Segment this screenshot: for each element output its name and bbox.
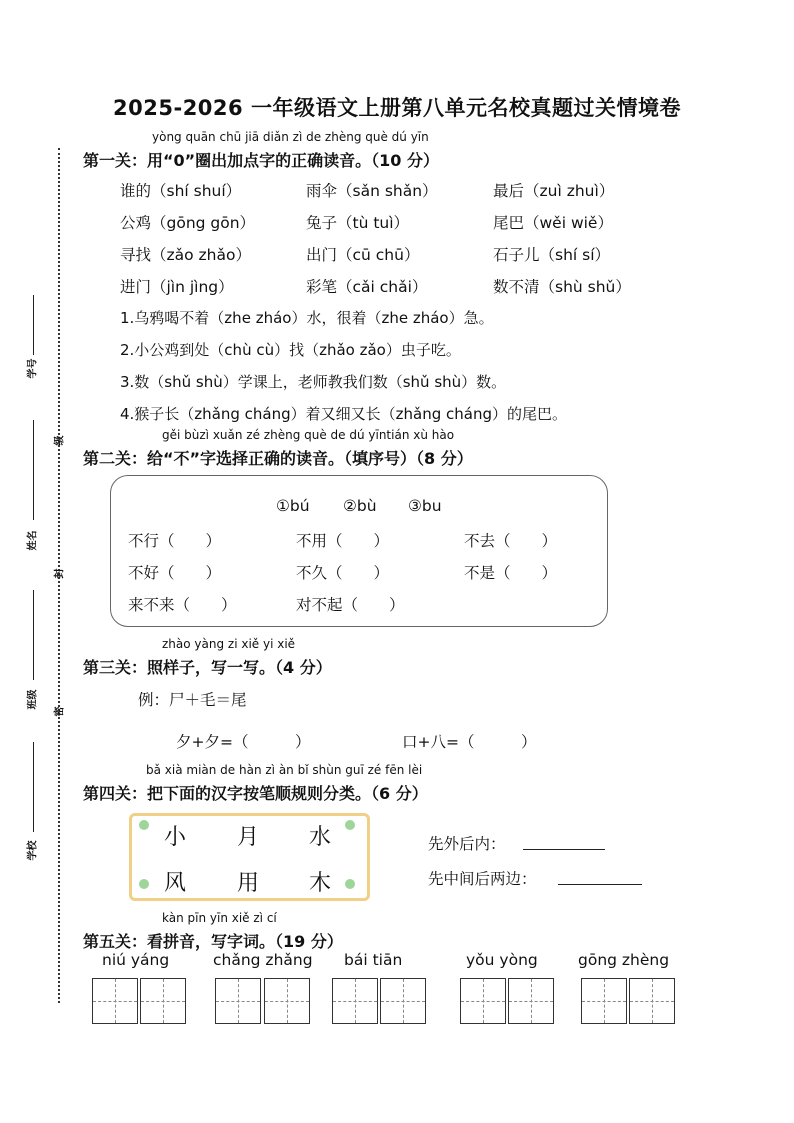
s1-item: 彩笔（cǎi chǎi） (306, 278, 428, 296)
char: 风 (164, 871, 187, 896)
s1-item: 公鸡（gōng gōn） (120, 214, 256, 232)
s1-sentence: 1.乌鸦喝不着（zhe zháo）水，很着（zhe zháo）急。 (120, 309, 494, 327)
side-label-secret: 密 (54, 706, 66, 717)
writing-grid-cell[interactable] (264, 978, 310, 1024)
s2-item[interactable]: 对不起（ ） (296, 596, 405, 614)
s2-item[interactable]: 不用（ ） (296, 532, 390, 550)
side-label-school: 学校 (27, 840, 39, 861)
category-outside-first-label: 先外后内： (428, 835, 506, 853)
writing-grid-cell[interactable] (140, 978, 186, 1024)
s1-item: 最后（zuì zhuì） (493, 182, 615, 200)
s1-item: 进门（jìn jìng） (120, 278, 234, 296)
section3-pinyin: zhào yàng zi xiě yi xiě (162, 637, 296, 651)
answer-blank-1[interactable] (523, 849, 605, 850)
writing-grid-cell[interactable] (380, 978, 426, 1024)
side-label-class: 班级 (27, 689, 39, 710)
char: 小 (164, 825, 187, 850)
s1-item: 出门（cū chū） (306, 246, 420, 264)
side-label-line: 级 (54, 435, 66, 446)
answer-blank-2[interactable] (558, 884, 642, 885)
s2-item[interactable]: 来不来（ ） (128, 596, 237, 614)
char: 月 (237, 825, 260, 850)
card-dot (345, 879, 355, 889)
char: 木 (309, 871, 332, 896)
s1-item: 尾巴（wěi wiě） (493, 214, 613, 232)
word-pinyin: yǒu yòng (466, 951, 538, 969)
s2-item[interactable]: 不久（ ） (296, 564, 390, 582)
s1-item: 数不清（shù shǔ） (493, 278, 631, 296)
page-title: 2025-2026 一年级语文上册第八单元名校真题过关情境卷 (113, 96, 681, 120)
section1-title: 第一关：用“0”圈出加点字的正确读音。（10 分） (83, 151, 440, 170)
section5-pinyin: kàn pīn yīn xiě zì cí (162, 911, 277, 925)
category-middle-first-label: 先中间后两边： (428, 870, 537, 888)
name-blank-line (33, 420, 34, 520)
section4-title: 第四关：把下面的汉字按笔顺规则分类。（6 分） (83, 784, 428, 803)
s1-sentence: 2.小公鸡到处（chù cù）找（zhǎo zǎo）虫子吃。 (120, 341, 461, 359)
option: ②bù (343, 497, 377, 515)
section4-pinyin: bǎ xià miàn de hàn zì àn bǐ shùn guī zé fēn lèi (146, 763, 423, 777)
compose-question-1[interactable]: 夕+夕=（ ） (176, 733, 311, 751)
writing-grid-cell[interactable] (581, 978, 627, 1024)
school-blank-line (33, 742, 34, 832)
s2-item[interactable]: 不是（ ） (464, 564, 558, 582)
card-dot (139, 879, 149, 889)
word-pinyin: niú yáng (102, 951, 170, 969)
s1-item: 雨伞（sǎn shǎn） (306, 182, 438, 200)
word-pinyin: chǎng zhǎng (213, 951, 313, 969)
section1-pinyin: yòng quān chū jiā diǎn zì de zhèng què dú yīn (152, 130, 429, 144)
writing-grid-cell[interactable] (332, 978, 378, 1024)
section2-title: 第二关：给“不”字选择正确的读音。（填序号）（8 分） (83, 449, 473, 468)
class-blank-line (33, 590, 34, 680)
s1-sentence: 3.数（shǔ shù）学课上，老师教我们数（shǔ shù）数。 (120, 373, 507, 391)
s1-item: 石子儿（shí sí） (493, 246, 611, 264)
option: ①bú (276, 497, 310, 515)
section3-title: 第三关：照样子，写一写。（4 分） (83, 658, 332, 677)
writing-grid-cell[interactable] (629, 978, 675, 1024)
char: 水 (309, 825, 332, 850)
s1-item: 兔子（tù tuì） (306, 214, 410, 232)
example: 例：尸＋毛＝尾 (138, 691, 247, 709)
option: ③bu (408, 497, 442, 515)
side-label-id: 学号 (27, 358, 39, 379)
side-label-name: 姓名 (27, 530, 39, 551)
writing-grid-cell[interactable] (215, 978, 261, 1024)
writing-grid-cell[interactable] (508, 978, 554, 1024)
writing-grid-cell[interactable] (460, 978, 506, 1024)
writing-grid-cell[interactable] (92, 978, 138, 1024)
word-pinyin: bái tiān (344, 951, 403, 969)
side-label-seal: 封 (54, 568, 66, 579)
s1-sentence: 4.猴子长（zhǎng cháng）着又细又长（zhǎng cháng）的尾巴。 (120, 405, 567, 423)
compose-question-2[interactable]: 口+八=（ ） (402, 733, 537, 751)
word-pinyin: gōng zhèng (578, 951, 670, 969)
section2-pinyin: gěi bùzì xuǎn zé zhèng què de dú yīntián xù hào (162, 428, 455, 442)
card-dot (139, 820, 149, 830)
s1-item: 谁的（shí shuí） (120, 182, 242, 200)
char: 用 (237, 871, 260, 896)
s2-item[interactable]: 不去（ ） (464, 532, 558, 550)
s2-item[interactable]: 不行（ ） (128, 532, 222, 550)
section5-title: 第五关：看拼音，写字词。（19 分） (83, 932, 343, 951)
card-dot (345, 820, 355, 830)
s2-item[interactable]: 不好（ ） (128, 564, 222, 582)
s1-item: 寻找（zǎo zhǎo） (120, 246, 251, 264)
id-blank-line (33, 295, 34, 355)
